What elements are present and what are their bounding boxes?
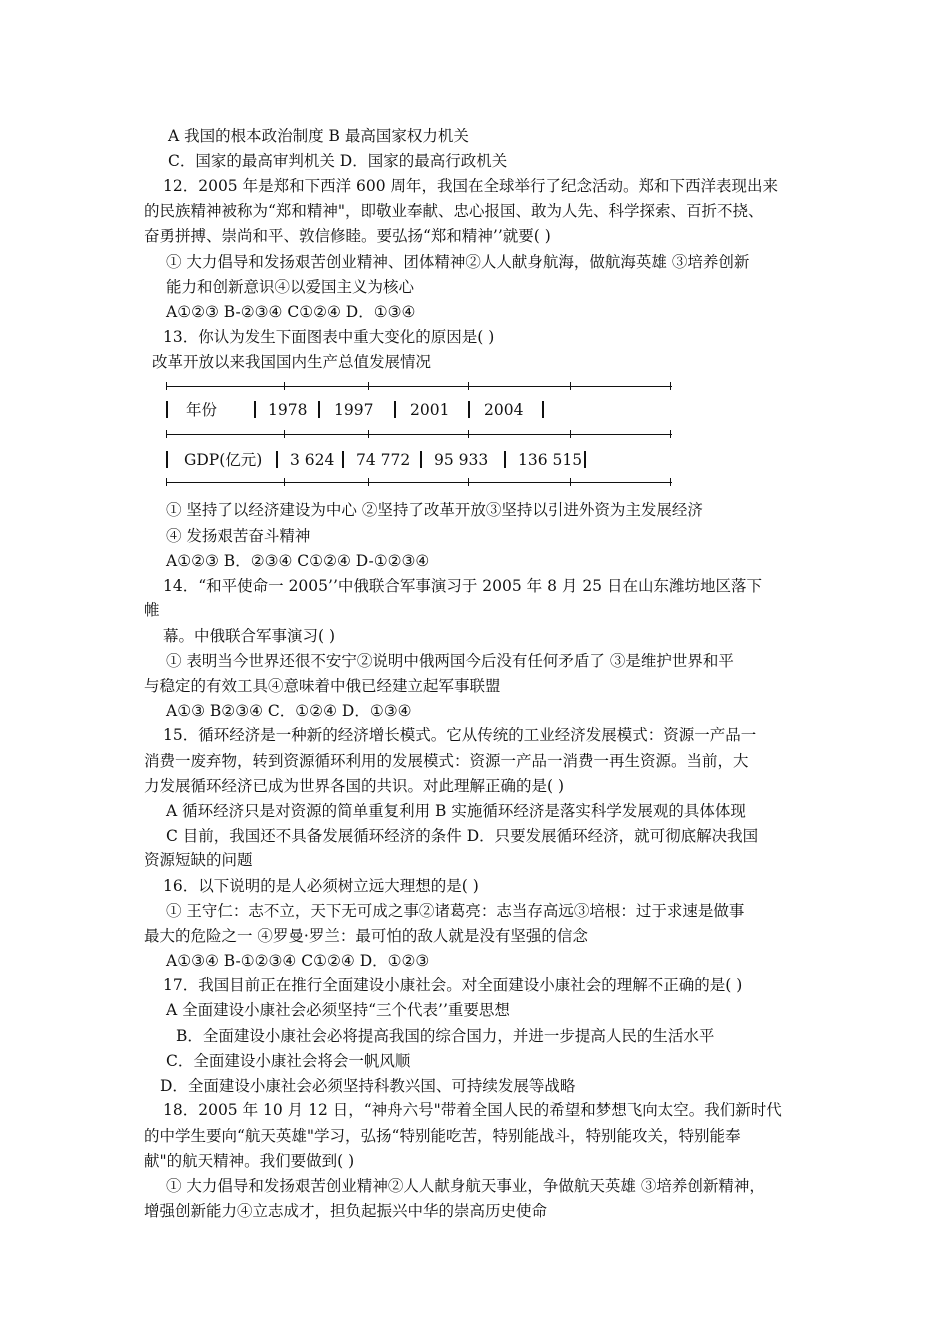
text-line: A①③④ B-①②③④ C①②④ D．①②③: [166, 952, 430, 970]
text-line: 力发展循环经济已成为世界各国的共识。对此理解正确的是( ): [144, 777, 565, 795]
text-line: 的中学生要向“航天英雄"学习，弘扬“特别能吃苦，特别能战斗，特别能攻关，特别能奉: [144, 1127, 741, 1145]
text-line: A①②③ B．②③④ C①②④ D-①②③④: [166, 552, 430, 570]
text-line: 改革开放以来我国国内生产总值发展情况: [152, 353, 432, 371]
text-line: 18．2005 年 10 月 12 日，“神舟六号"带着全国人民的希望和梦想飞向太空。我们新时代: [163, 1101, 782, 1119]
table-rule: [166, 434, 672, 435]
text-line: ① 坚持了以经济建设为中心 ②坚持了改革开放③坚持以引进外资为主发展经济: [166, 501, 703, 519]
text-line: ① 表明当今世界还很不安宁②说明中俄两国今后没有任何矛盾了 ③是维护世界和平: [166, 652, 734, 670]
text-line: D．全面建设小康社会必须坚持科教兴国、可持续发展等战略: [160, 1077, 576, 1095]
text-line: ① 大力倡导和发扬艰苦创业精神、团体精神②人人献身航海，做航海英雄 ③培养创新: [166, 253, 750, 271]
text-line: 17．我国目前正在推行全面建设小康社会。对全面建设小康社会的理解不正确的是( ): [163, 976, 743, 994]
text-line: 能力和创新意识④以爱国主义为核心: [166, 278, 415, 296]
text-line: ④ 发扬艰苦奋斗精神: [166, 527, 311, 545]
text-line: A 我国的根本政治制度 B 最高国家权力机关: [168, 127, 469, 145]
text-line: 奋勇拼搏、崇尚和平、敦信修睦。要弘扬“郑和精神’’就要( ): [144, 227, 551, 245]
text-line: 增强创新能力④立志成才，担负起振兴中华的崇高历史使命: [144, 1202, 548, 1220]
text-line: 16．以下说明的是人必须树立远大理想的是( ): [163, 877, 479, 895]
table-header-cell: 1978: [268, 401, 308, 419]
text-line: 12．2005 年是郑和下西洋 600 周年，我国在全球举行了纪念活动。郑和下西洋表现出来: [163, 177, 779, 195]
text-line: 幕。中俄联合军事演习( ): [163, 627, 336, 645]
text-line: 最大的危险之一 ④罗曼·罗兰：最可怕的敌人就是没有坚强的信念: [144, 927, 588, 945]
text-line: 消费一废弃物，转到资源循环利用的发展模式：资源一产品一消费一再生资源。当前，大: [144, 752, 749, 770]
text-line: 帷: [144, 601, 160, 619]
text-line: B．全面建设小康社会必将提高我国的综合国力，并进一步提高人民的生活水平: [176, 1027, 715, 1045]
table-value-cell: 74 772: [356, 451, 411, 469]
text-line: 献"的航天精神。我们要做到( ): [144, 1152, 355, 1170]
text-line: C．国家的最高审判机关 D．国家的最高行政机关: [168, 152, 508, 170]
table-value-cell: GDP(亿元): [184, 451, 263, 469]
table-header-cell: 2004: [484, 401, 524, 419]
table-rule: [166, 386, 672, 387]
text-line: A 全面建设小康社会必须坚持“三个代表’’重要思想: [166, 1001, 510, 1019]
gdp-table: [166, 382, 672, 486]
text-line: A 循环经济只是对资源的简单重复利用 B 实施循环经济是落实科学发展观的具体体现: [166, 802, 746, 820]
text-line: A①③ B②③④ C．①②④ D．①③④: [166, 702, 412, 720]
table-value-cell: 136 515: [518, 451, 583, 469]
text-line: 资源短缺的问题: [144, 851, 253, 869]
table-header-cell: 年份: [186, 401, 218, 419]
text-line: 15．循环经济是一种新的经济增长模式。它从传统的工业经济发展模式：资源一产品一: [163, 726, 757, 744]
text-line: A①②③ B-②③④ C①②④ D．①③④: [166, 303, 416, 321]
text-line: ① 王守仁：志不立，天下无可成之事②诸葛亮：志当存高远③培根：过于求速是做事: [166, 902, 745, 920]
table-value-cell: 3 624: [290, 451, 335, 469]
table-rule: [166, 482, 672, 483]
text-line: ① 大力倡导和发扬艰苦创业精神②人人献身航天事业，争做航天英雄 ③培养创新精神，: [166, 1177, 765, 1195]
text-line: 13．你认为发生下面图表中重大变化的原因是( ): [163, 328, 495, 346]
text-line: 的民族精神被称为“郑和精神"，即敬业奉献、忠心报国、敢为人先、科学探索、百折不挠、: [144, 202, 764, 220]
text-line: 与稳定的有效工具④意味着中俄已经建立起军事联盟: [144, 677, 501, 695]
table-header-cell: 1997: [334, 401, 374, 419]
text-line: 14．“和平使命一 2005’’中俄联合军事演习于 2005 年 8 月 25 日在山东潍坊地区落下: [163, 577, 762, 595]
text-line: C 目前，我国还不具备发展循环经济的条件 D．只要发展循环经济，就可彻底解决我国: [166, 827, 759, 845]
text-line: C．全面建设小康社会将会一帆风顺: [166, 1052, 411, 1070]
table-value-cell: 95 933: [434, 451, 489, 469]
table-header-cell: 2001: [410, 401, 450, 419]
